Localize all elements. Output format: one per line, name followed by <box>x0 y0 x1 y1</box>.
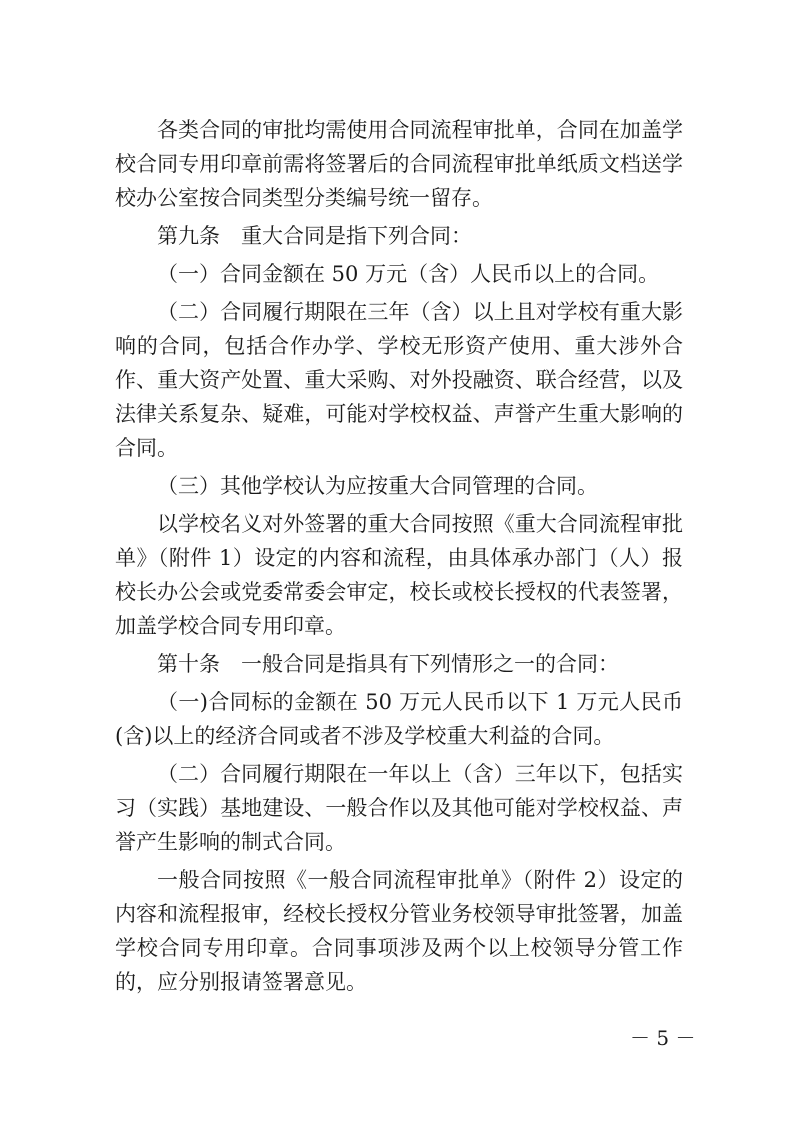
paragraph-article-10-heading: 第十条 一般合同是指具有下列情形之一的合同： <box>157 652 619 676</box>
paragraph-article-9-heading: 第九条 重大合同是指下列合同： <box>157 224 472 248</box>
paragraph-article-9-item-1: （一）合同金额在 50 万元（含）人民币以上的合同。 <box>157 262 660 286</box>
document-body <box>115 113 683 1003</box>
paragraph-article-10-item-2: （二）合同履行期限在一年以上（含）三年以下，包括实习（实践）基地建设、一般合作以及其他可能对学校权益、声誉产生影响的制式合同。 <box>115 762 683 854</box>
paragraph-article-10-item-1: （一)合同标的金额在 50 万元人民币以下 1 万元人民币(含)以上的经济合同或者不涉及学校重大利益的合同。 <box>115 690 683 748</box>
paragraph-approval-form-note: 各类合同的审批均需使用合同流程审批单，合同在加盖学校合同专用印章前需将签署后的合同流程审批单纸质文档送学校办公室按合同类型分类编号统一留存。 <box>115 118 683 210</box>
paragraph-general-contract-procedure: 一般合同按照《一般合同流程审批单》（附件 2）设定的内容和流程报审，经校长授权分管业务校领导审批签署，加盖学校合同专用印章。合同事项涉及两个以上校领导分管工作的，应分别报请签署意见。 <box>115 868 683 994</box>
paragraph-article-9-item-2: （二）合同履行期限在三年（含）以上且对学校有重大影响的合同，包括合作办学、学校无形资产使用、重大涉外合作、重大资产处置、重大采购、对外投融资、联合经营，以及法律关系复杂、疑难，可能对学校权益、声誉产生重大影响的合同。 <box>115 300 683 460</box>
paragraph-major-contract-procedure: 以学校名义对外签署的重大合同按照《重大合同流程审批单》（附件 1）设定的内容和流程，由具体承办部门（人）报校长办公会或党委常委会审定，校长或校长授权的代表签署，加盖学校合同专用印章。 <box>115 512 683 638</box>
paragraph-article-9-item-3: （三）其他学校认为应按重大合同管理的合同。 <box>157 474 598 498</box>
page-number: － 5 － <box>630 1026 696 1050</box>
